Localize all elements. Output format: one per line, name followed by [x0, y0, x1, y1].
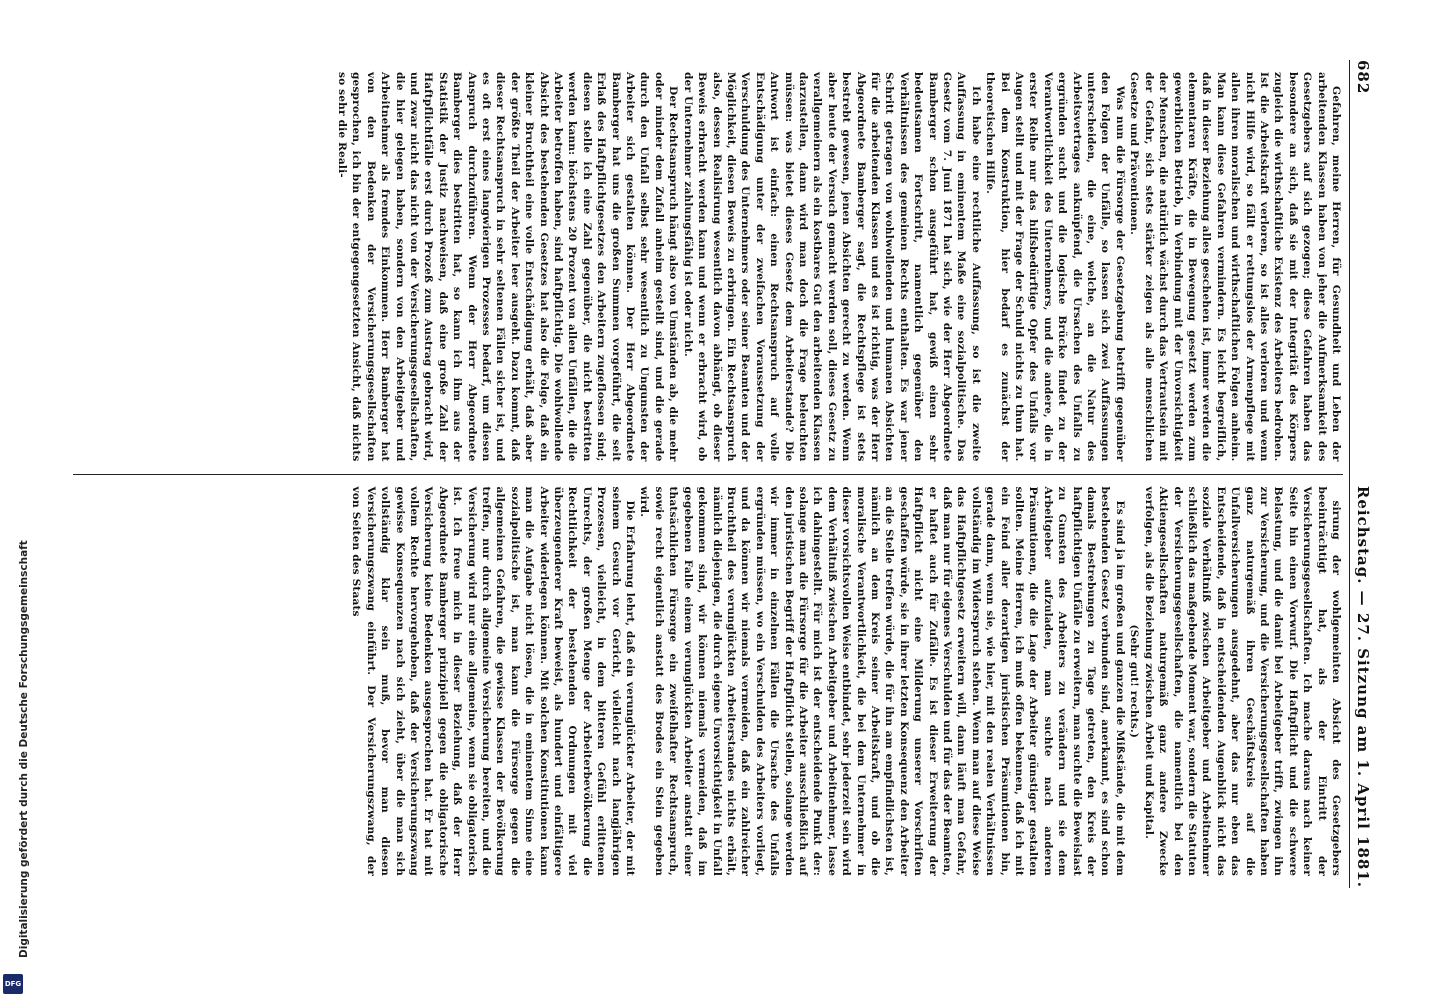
- paragraph: Ich habe eine rechtliche Auffassung, so ist die zweite Auffassung in eminentem Maße eine sozialpolitische. Das Gesetz vom 7. Juni 1871 hat sich, wie der Herr Abgeordnete Bamberger schon ausgeführt hat, gewiß einen sehr bedeutsamen Fortschritt, namentlich gegenüber den Verhältnissen des gemeinen Rechts enthalten. Es war jener Schritt getragen von wohlwollenden und humanen Absichten für die arbeitenden Klassen und es ist richtig, was der Herr Abgeordnete Bamberger sagt, die Rechtspflege ist stets bestrebt gewesen, jenen Absichten gerecht zu werden. Wenn aber heute der Versuch gemacht werden soll, dieses Gesetz zu verallgemeinern als ein kostbares Gut den arbeitenden Klassen darzustellen, dann wird man doch die Frage beleuchten müssen: was bietet dieses Gesetz dem Arbeiterstande? Die Antwort ist einfach: einen Rechtsanspruch auf volle Entschädigung unter der zweifachen Voraussetzung der Verschuldung des Unternehmers oder seiner Beamten und der Möglichkeit, diesen Beweis zu erbringen. Ein Rechtsanspruch also, dessen Realisirung wesentlich davon abhängt, ob dieser Beweis erbracht werden kann und wenn er erbracht wird, ob der Unternehmer zahlungsfähig ist oder nicht.: [681, 72, 982, 462]
- right-column: [73, 475, 1343, 889]
- credit-text: Digitalisierung gefördert durch die Deutsche Forschungsgemeinschaft: [18, 540, 30, 958]
- paragraph: sirung der wohlgemeinten Absicht des Gesetzgebers beeinträchtigt hat, als der Eintritt der Versicherungsgesellschaften. Ich mache daraus nach keiner Seite hin einen Vorwurf. Die Haftpflicht und die schwere Belastung, und die damit bei Arbeitgeber trifft, zwingen ihn zur Versicherung, und die Versicherungsgesellschaften haben ganz naturgemäß ihren Geschäftskreis auf die Unfallversicherungen ausgedehnt, aber das nur eben das Entscheidende, daß in entscheidenden Augenblick nicht das soziale Verhältniß zwischen Arbeitgeber und Arbeitnehmer schließlich das maßgebende Moment war, sondern die Statuten der Versicherungsgesellschaften, die namentlich bei den Aktiengesellschaften naturgemäß ganz andere Zwecke verfolgen, als die Beziehung zwischen Arbeit und Kapital.: [1142, 486, 1342, 876]
- running-head: [1349, 60, 1372, 888]
- session-header: Reichstag. — 27. Sitzung am 1. April 1881.: [1354, 485, 1372, 888]
- paragraph: Die Erfahrung lehrt, daß ein verunglückter Arbeiter, der mit seinem Gesuch vor Gericht, vielleicht nach langjährigen Prozessen, vielleicht, in dem bitteren Gefühl erlittenen Unrechts, der großen Menge der Arbeiterbevölkerung die Rechtlichkeit der bestehenden Ordnungen mit viel überzeugenderer Kraft beweist, als hundert und einfältigere Arbeiter widerlegen können. Mit solchen Konstitutionen kann man die Aufgabe nicht lösen, die in eminentem Sinne eine sozialpolitische ist, man kann die Fürsorge gegen die allgemeinen Gefahren, die gewisse Klassen der Bevölkerung treffen, nur durch allgemeine Versicherung bereiten, und die Versicherung wird nur eine allgemeine, wenn sie obligatorisch ist. Ich freue mich in dieser Beziehung, daß der Herr Abgeordnete Bamberger prinzipiell gegen die obligatorische Versicherung keine Bedenken ausgesprochen hat. Er hat mit vollem Rechte hervorgehoben, daß der Versicherungszwang gewisse Konsequenzen nach sich zieht, über die man sich vollständig klar sein muß, bevor man diesen Versicherungszwang einführt. Der Versicherungszwang, der von Seiten des Staats: [350, 486, 637, 876]
- paragraph: Der Rechtsanspruch hängt also von Umständen ab, die mehr oder minder dem Zufall anheim gestellt sind, und die gerade durch den Unfall selbst sehr wesentlich zu Ungunsten der Arbeiter sich gestalten können. Der Herr Abgeordnete Bamberger hat uns die großen Summen vorgeführt, die seit Erlaß des Haftpflichtgesetzes den Arbeitern zugeflossen sind; diesen stelle ich eine Zahl gegenüber, die nicht bestritten werden kann: höchstens 20 Prozent von allen Unfällen, die die Arbeiter betroffen haben, sind haftpflichtig. Die wohlwollende Absicht des bestehenden Gesetzes hat also die Folge, daß ein kleiner Bruchtheil eine volle Entschädigung erhält, daß aber der größte Theil der Arbeiter leer ausgeht. Dazu kommt, daß dieser Rechtsanspruch in sehr seltenen Fällen sicher ist, und es oft erst eines langwierigen Prozesses bedarf, um diesen Anspruch durchzuführen. Wenn der Herr Abgeordnete Bamberger dies bestritten hat, so kann ich ihm aus der Statistik der Justiz nachweisen, daß eine große Zahl der Haftpflichtfälle erst durch Prozeß zum Austrag gebracht wird, und zwar nicht das nicht von der Versicherungsgesellschaften, die hier gelegen haben, sondern von den Arbeitgeber und Arbeitnehmer als fremdes Einkommen. Herr Bamberger hat von den Bedenken der Versicherungsgesellschaften gesprochen, ich bin der entgegengesetzten Ansicht, daß nichts so sehr die Reali-: [335, 72, 680, 462]
- page-number: 682: [1354, 60, 1372, 95]
- text-columns: [73, 60, 1343, 888]
- dfg-logo: DFG: [3, 974, 23, 994]
- paragraph: Gefahren, meine Herren, für Gesundheit und Leben der arbeitenden Klassen haben von jeher die Aufmerksamkeit des Gesetzgebers auf sich gezogen; diese Gefahren haben das besondere an sich, daß sie mit der Integrität des Körpers zugleich die wirthschaftliche Existenz des Arbeiters bedrohen. Ist die Arbeitskraft verloren, so ist alles verloren und wenn nicht Hilfe wird, so fällt er rettungslos der Armenpflege mit allen ihren moralischen und wirthschaftlichen Folgen anheim. Man kann diese Gefahren vermindern. Es leicht begreiflich, daß in dieser Beziehung alles geschehen ist, immer werden die elementaren Kräfte, die in Bewegung gesetzt werden zum gewerblichen Betrieb, in Verbindung mit der Unvorsichtigkeit der Menschen, die natürlich wächst durch das Vertrautsein mit der Gefahr, sich stets stärker zeigen als alle menschlichen Gesetze und Präventionen.: [1128, 72, 1342, 462]
- stage-direction: (Sehr gut! rechts.): [1128, 624, 1141, 739]
- paragraph: Was nun die Fürsorge der Gesetzgebung betrifft gegenüber den Folgen der Unfälle, so lassen sich zwei Auffassungen unterscheiden, die eine, welche, an die Natur des Arbeitsvertrages anknüpfend, die Ursachen des Unfalls zu ergründen sucht und die logische Brücke findet zu der Verantwortlichkeit des Unternehmers, und die andere, die in erster Reihe nur das hilfsbedürftige Opfer des Unfalls vor Augen stellt und mit der Frage der Schuld nichts zu thun hat. Bei dem Konstruktion, hier bedarf es zunächst der theoretischen Hilfe.: [984, 72, 1126, 462]
- left-column: [73, 60, 1343, 474]
- digitization-credit: [0, 0, 30, 1000]
- paragraph: Es sind ja im großen und ganzen die Mißstände, die mit dem bestehenden Gesetz verbunden sind, anerkannt, es sind schon damals Bestrebungen zu Tage getreten, den Kreis der haftpflichtigen Unfälle zu erweitern, man suchte die Beweislast zu Gunsten des Arbeiters zu verändern und sie dem Arbeitgeber aufzuladen, man suchte nach anderen Präsumtionen, die die Lage der Arbeiter günstiger gestalten sollten. Meine Herren, ich muß offen bekennen, daß ich mit ein Feind aller derartigen juristischen Präsumtionen bin, gerade dann, wenn sie, wie hier, mit den realen Verhältnissen vollständig im Widerspruch stehen. Wenn man auf diese Weise das Haftpflichtgesetz erweitern will, dann läuft man Gefahr, daß man nur für eigenes Verschulden und für das der Beamten, er haftet auch für Zufälle. Es ist dieser Erweiterung der Haftpflicht nicht eine Milderung unserer Vorschriften geschaffen würde, sie in ihrer letzten Konsequenz den Arbeiter an die Stelle treffen würde, die für ihn am empfindlichsten ist, nämlich an dem Kreis seiner Arbeitskraft, und ob die moralische Verantwortlichkeit, die bei dem Unternehmer in dieser vorsichtsvollen Weise entbindet, sehr jederzeit sein wird dem Verhältniß zwischen Arbeitgeber und Arbeitnehmer, lasse ich dahingestellt. Für mich ist der entscheidende Punkt der: solange man die Fürsorge für die Arbeiter ausschließlich auf den juristischen Begriff der Haftpflicht stellen, solange werden wir immer in einzelnen Fällen die Ursache des Unfalls ergründen müssen, wo ein Verschulden des Arbeiters vorliegt, und da können wir niemals vermeiden, daß ein zahlreicher Bruchtheil des verunglückten Arbeiterstandes nichts erhält, nämlich diejenigen, die durch eigene Unvorsichtigkeit in Unfall gekommen sind, wir können niemals vermeiden, daß im gegebenen Falle einem verunglückten Arbeiter anstatt einer thatsächlichen Fürsorge ein zweifelhafter Rechtsanspruch, sowie recht eigentlich anstatt des Brodes ein Stein gegeben wird.: [638, 486, 1126, 876]
